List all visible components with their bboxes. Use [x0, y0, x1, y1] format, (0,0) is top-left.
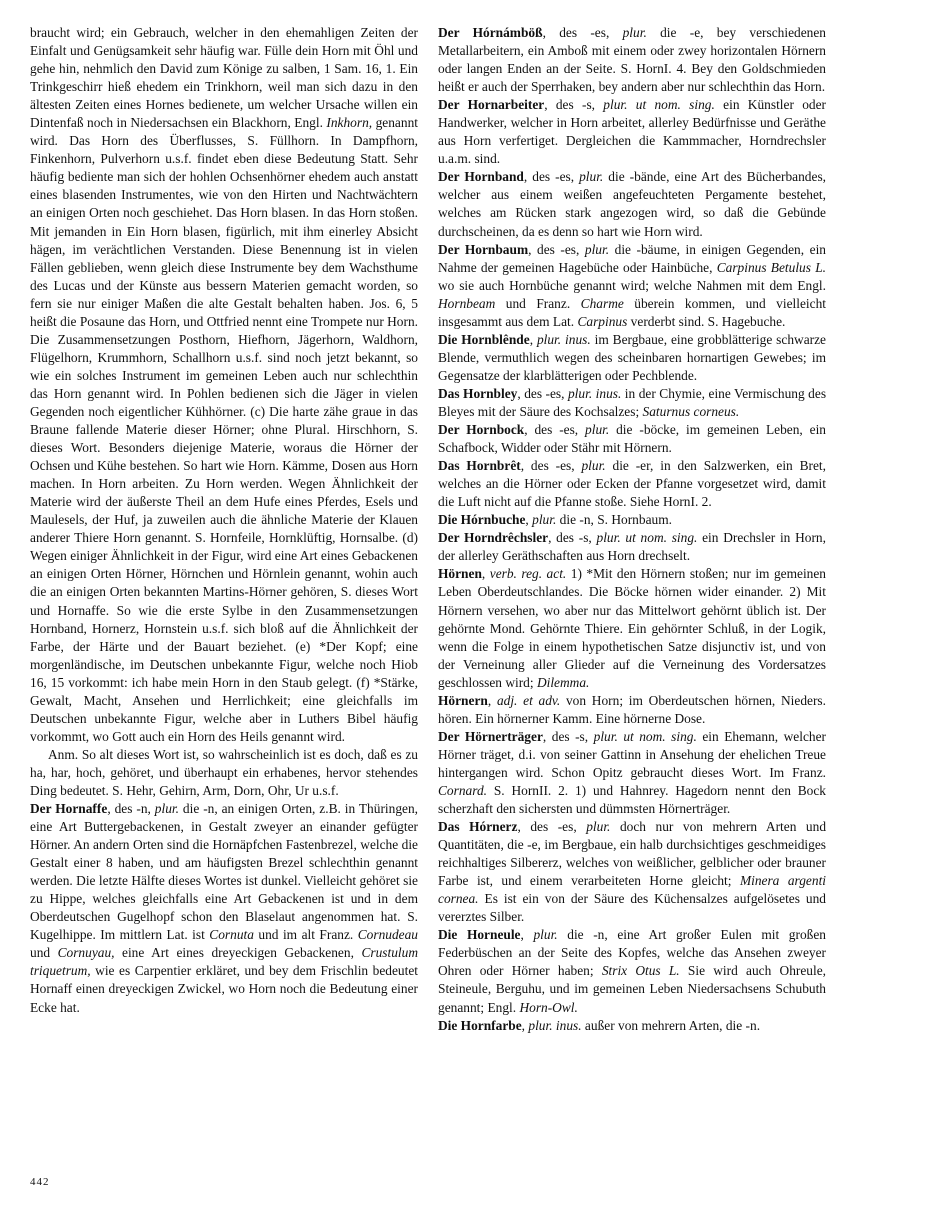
entry-hornarbeiter: Der Hornarbeiter, des -s, plur. ut nom. sing. ein Künstler oder Handwerker, welcher in Horn arbeitet, allerley Bedürfnisse und Geräthe aus Horn verfertiget. Dergleichen die Kammmacher, Horndrechsler u.a.m. sind. — [438, 97, 826, 167]
entry-hornaffe: Der Hornaffe, des -n, plur. die -n, an einigen Orten, z.B. in Thüringen, eine Art Buttergebackenen, in Gestalt zweyer an einander gefügter Hörner. An andern Orten sind die Hornäpfchen Fastenbrezel, welche die Gestalt einer 8 haben, und am häufigsten Brezel schlechthin genannt werden. Die letzte Hälfte dieses Wortes ist dunkel. Vielleicht gehöret sie zu Hippe, welches gleichfalls eine Art Gebackenen ist und in dem Oberdeutschen Gugelhopf schon den Blaselaut angenommen hat. S. Kugelhippe. Im mittlern Lat. ist Cornuta und im alt Franz. Cornudeau und Cornuyau, eine Art eines dreyeckigen Gebackenen, Crustulum triquetrum, wie es Carpentier erkläret, und bey dem Frischlin bedeutet Hornaff einen dreyeckigen Zwickel, wo Horn noch die Bedeutung einer Ecke hat. — [30, 801, 419, 1015]
entry-hornbret: Das Hornbrêt, des -es, plur. die -er, in den Salzwerken, ein Bret, welches an die Hörner oder Ecken der Pfanne vorgesetzet wird, damit die Luft nicht auf die Pfanne stoße. Siehe HornI. 2. — [438, 458, 826, 510]
headword: Der Hörnerträger — [438, 728, 543, 744]
headword: Hörnen — [438, 566, 482, 582]
entry-horneule: Die Horneule, plur. die -n, eine Art großer Eulen mit großen Federbüschen an der Seite des Kopfes, welche das Ansehen zweyer Ohren oder Hörner haben; Strix Otus L. Sie wird auch Ohreule, Steineule, Berguhu, und im gemeinen Leben Niedersachsens Schubuth genannt; Engl. Horn-Owl. — [438, 927, 827, 1015]
headword: Die Hórnbuche — [438, 512, 526, 528]
entry-hornbley: Das Hornbley, des -es, plur. inus. in der Chymie, eine Vermischung des Bleyes mit der Säure des Kochsalzes; Saturnus corneus. — [438, 385, 827, 419]
entry-hornbuche: Die Hórnbuche, plur. die -n, S. Hornbaum. — [438, 512, 672, 528]
page-number: 442 — [30, 1176, 50, 1188]
entry-hornfarbe: Die Hornfarbe, plur. inus. außer von mehrern Arten, die -n. — [438, 1017, 761, 1033]
headword: Der Hornbaum — [438, 241, 529, 257]
left-column — [30, 24, 418, 1017]
entry-hornbaum: Der Hornbaum, des -es, plur. die -bäume, in einigen Gegenden, ein Nahme der gemeinen Hagebüche oder Hainbüche, Carpinus Betulus L. wo sie auch Hornbüche genannt wird; welche Nahmen mit dem Engl. Hornbeam und Franz. Charme überein kommen, und vielleicht insgesammt aus dem Lat. Carpinus verderbt sind. S. Hagebuche. — [438, 241, 826, 329]
headword: Der Hornbock — [438, 422, 525, 438]
right-column — [438, 24, 826, 1035]
headword: Das Hornbley — [438, 385, 518, 401]
entry-hornblende: Die Hornblênde, plur. inus. im Bergbaue, eine grobblätterige schwarze Blende, vermuthlich wegen des scheinbaren hornartigen Gewebes; im Gegensatze der klarblätterigen oder Pechblende. — [438, 331, 826, 383]
headword: Der Hornaffe — [30, 801, 108, 817]
headword: Der Hórnámböß — [438, 25, 543, 40]
entry-horndrechsler: Der Horndrêchsler, des -s, plur. ut nom. sing. ein Drechsler in Horn, der allerley Geräthschaften aus Horn drechselt. — [438, 530, 826, 564]
headword: Das Hornbrêt — [438, 458, 521, 474]
headword: Der Hornband — [438, 169, 524, 185]
entry-hoernertraeger: Der Hörnerträger, des -s, plur. ut nom. sing. ein Ehemann, welcher Hörner träget, d.i. von seiner Gattinn in Ansehung der ehelichen Treue hintergangen wird. Schon Opitz gebraucht dieses Wort. Im Franz. Cornard. S. HornII. 2. 1) und Hahnrey. Hagedorn nennt den Bock scherzhaft den sichersten und dümmsten Hörnerträger. — [438, 728, 826, 817]
entry-horn-continuation: braucht wird; ein Gebrauch, welcher in den ehemahligen Zeiten der Einfalt und Genügsamkeit sehr häufig war. Fülle dein Horn mit Öhl und gehe hin, nehmlich den David zum Könige zu salben, 1 Sam. 16, 1. Ein Trinkgeschirr hieß ehedem ein Trinkhorn, weil man sich dazu in den ältesten Zeiten eines Hornes bedienete, um welcher Ursache willen ein Dintenfaß noch in Niedersachsen ein Blackhorn, Engl. Inkhorn, genannt wird. Das Horn des Überflusses, S. Füllhorn. In Dampfhorn, Finkenhorn, Pulverhorn u.s.f. findet eben diese Bedeutung Statt. Sehr häufig bediente man sich der hohlen Ochsenhörner ehedem auch anstatt eines blasenden Instrumentes, wie von den Hirten und Nachtwächtern an einigen Orten noch geschiehet. Das Horn blasen. In das Horn stoßen. Mit jemanden in Ein Horn blasen, figürlich, mit ihm einerley Absicht hägen, im verächtlichen Verstanden. Diese Benennung ist in vielen Fällen geblieben, wenn gleich diese Instrumente bey dem Wachsthume des Lucas und der Künste aus bessern Materien gemacht worden, so fern sie nur einiger Maßen die alte Gestalt behalten haben. Jos. 6, 5 heißt die Posaune das Horn, und Ottfried nennt eine Trompete nur Horn. Die Zusammensetzungen Posthorn, Hiefhorn, Jägerhorn, Waldhorn, Flügelhorn, Krummhorn, Schallhorn u.s.f. sind noch jetzt bekannt, so wie ein solches Instrument im gemeinen Leben auch nur schlechthin das Horn genannt wird. In Pohlen bedienen sich die Jäger in vielen Gegenden noch eigentlicher Kühhörner. (c) Die harte zähe graue in das Braune fallende Materie dieser Hörner; ohne Plural. Hirschhorn, S. dieses Wort. Besonders diejenige Materie, woraus die Hörner der Ochsen und Kühe bestehen. So hart wie Horn. Kämme, Dosen aus Horn machen. In Horn arbeiten. Zu Horn werden. Wegen Ähnlichkeit der Materie wird der äußerste Theil an dem Hufe eines Pferdes, Esels und Maulesels, der Huf, ja zuweilen auch die ähnliche Materie der Klauen anderer Thiere Horn genannt. S. Hornfeile, Hornklüftig, Hornsalbe. (d) Wegen einiger Ähnlichkeit in der Figur, wird eine Art eines Gebackenen an einigen Orten Hörner, Hörnchen und Hörnlein genannt, wohin auch die an einigen Orten bekannten Martins-Hörner gehören, S. dieses Wort und Hornaffe. So wie die erste Sylbe in den Zusammensetzungen Hornband, Hornerz, Hornstein u.s.f. sich bloß auf die Ähnlichkeit der Farbe, der Härte und der Bauart beziehet. (e) *Der Kopf; eine morgenländische, im Deutschen unbekannte Figur, welche noch Hiob 16, 15 vorkommt: ich habe mein Horn in den Staub gelegt. (f) *Stärke, Gewalt, Macht, Ansehen und Herrlichkeit; eine gleichfalls im Deutschen unbekannte Figur, welche aber in Luthers Bibel häufig vorkommt, wo Gott auch ein Horn des Heils genannt wird. — [30, 25, 418, 744]
headword: Die Hornfarbe — [438, 1017, 522, 1033]
entry-hornamboss: Der Hórnámböß, des -es, plur. die -e, bey verschiedenen Metallarbeitern, ein Amboß mit einem oder zwey horizontalen Hörnern oder langen Enden an der Seite. S. HornI. 4. Bey den Goldschmieden heißt er auch der Sperrhaken, bey andern aber nur schlechthin das Horn. — [438, 25, 827, 95]
annotation-paragraph: Anm. So alt dieses Wort ist, so wahrscheinlich ist es doch, daß es zu ha, har, hoch, gehöret, und überhaupt ein erhabenes, hervor stehendes Ding bedeutet. S. Hehr, Gehirn, Arm, Dorn, Ohr, Ur u.s.f. — [30, 746, 418, 798]
headword: Die Horneule — [438, 927, 521, 943]
headword: Die Hornblênde — [438, 331, 530, 347]
entry-hornband: Der Hornband, des -es, plur. die -bände, eine Art des Bücherbandes, welcher aus einem weißen angefeuchteten Pergamente bestehet, welches am Rücken stark angezogen wird, so daß die Gebünde durchscheinen, da es denn so hart wie Horn wird. — [438, 169, 826, 239]
entry-hoernern: Hörnern, adj. et adv. von Horn; im Oberdeutschen hörnen, Nieders. hören. Ein hörnerner Kamm. Eine hörnerne Dose. — [438, 692, 826, 726]
entry-hornbock: Der Hornbock, des -es, plur. die -böcke, im gemeinen Leben, ein Schafbock, Widder oder Stähr mit Hörnern. — [438, 422, 827, 456]
headword: Hörnern — [438, 692, 488, 708]
headword: Das Hórnerz — [438, 819, 518, 835]
headword: Der Horndrêchsler — [438, 530, 549, 546]
entry-hoernen: Hörnen, verb. reg. act. 1) *Mit den Hörnern stoßen; nur im gemeinen Leben Oberdeutschlandes. Die Böcke hörnen wider einander. 2) Mit Hörnern versehen, wo aber nur das Mittelwort gehörnt üblich ist. Der gehörnte Mond. Gehörnte Thiere. Ein gehörnter Schluß, in der Logik, wenn die Folge in einem hypothetischen Satze disjunctiv ist, und von der Verneinung aller Glieder auf die Verneinung des Vordersatzes geschlossen wird; Dilemma. — [438, 566, 826, 690]
entry-hornerz: Das Hórnerz, des -es, plur. doch nur von mehrern Arten und Quantitäten, die -e, im Bergbaue, ein halb durchsichtiges geschmeidiges reichhaltiges Silbererz, welches von weißlicher, gelblicher oder brauner Farbe ist, und einem verarbeiteten Horne gleicht; Minera argenti cornea. Es ist ein von der Säure des Küchensalzes aufgelösetes und vererztes Silber. — [438, 819, 827, 925]
headword: Der Hornarbeiter — [438, 97, 545, 113]
